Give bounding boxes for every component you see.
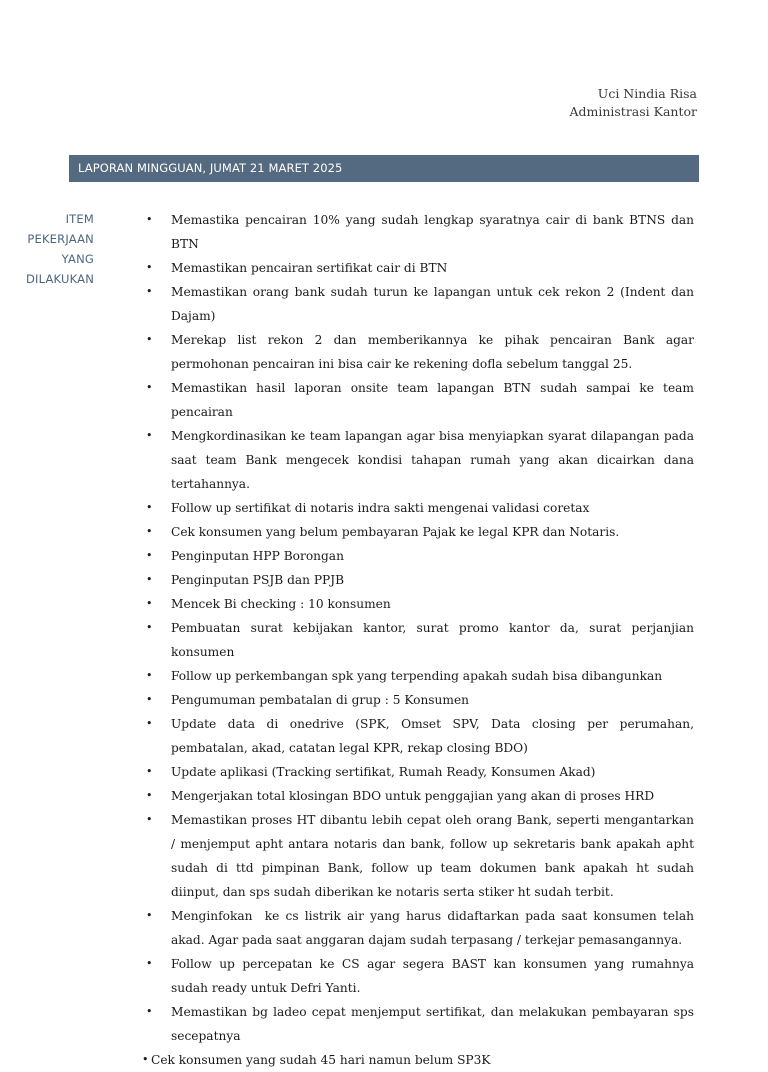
bullet-icon: • bbox=[146, 213, 153, 226]
bullet-icon: • bbox=[146, 573, 153, 586]
task-text: Cek konsumen yang belum pembayaran Pajak ke legal KPR dan Notaris. bbox=[171, 525, 620, 539]
bullet-icon: • bbox=[146, 693, 153, 706]
task-item bbox=[146, 376, 698, 424]
task-text: Pembuatan surat kebijakan kantor, surat promo kantor da, surat perjanjian konsumen bbox=[171, 621, 698, 659]
task-text: Mencek Bi checking : 10 konsumen bbox=[171, 597, 391, 611]
task-item bbox=[146, 808, 698, 904]
section-label-line: ITEM bbox=[65, 212, 94, 226]
task-item bbox=[146, 904, 698, 952]
bullet-icon: • bbox=[146, 669, 153, 682]
task-text: Memastikan bg ladeo cepat menjemput sertifikat, dan melakukan pembayaran sps secepatnya bbox=[171, 1005, 698, 1043]
task-text: Mengerjakan total klosingan BDO untuk penggajian yang akan di proses HRD bbox=[171, 789, 655, 803]
task-text: Memastikan pencairan sertifikat cair di BTN bbox=[171, 261, 448, 275]
task-item bbox=[146, 280, 698, 328]
task-text: Follow up perkembangan spk yang terpending apakah sudah bisa dibangunkan bbox=[171, 669, 663, 683]
bullet-icon: • bbox=[146, 717, 153, 730]
bullet-icon: • bbox=[146, 381, 153, 394]
task-text: Update data di onedrive (SPK, Omset SPV, Data closing per perumahan, pembatalan, akad, catatan legal KPR, rekap closing BDO) bbox=[171, 717, 698, 755]
bullet-icon: • bbox=[146, 261, 153, 274]
task-item bbox=[146, 568, 694, 592]
author-role: Administrasi Kantor bbox=[569, 104, 697, 119]
task-text: Update aplikasi (Tracking sertifikat, Rumah Ready, Konsumen Akad) bbox=[171, 765, 596, 779]
task-item bbox=[136, 1048, 694, 1072]
bullet-icon: • bbox=[146, 621, 153, 634]
bullet-icon: • bbox=[142, 1053, 149, 1066]
task-text: Memastikan proses HT dibantu lebih cepat oleh orang Bank, seperti mengantarkan / menjemput apht antara notaris dan bank, follow up sekretaris bank apakah apht sudah di ttd pimpinan Bank, follow up team dokumen bank apakah ht sudah diinput, dan sps sudah diberikan ke notaris serta stiker ht sudah terbit. bbox=[171, 813, 698, 899]
task-item bbox=[146, 664, 694, 688]
author-name: Uci Nindia Risa bbox=[597, 86, 697, 101]
task-item bbox=[146, 952, 698, 1000]
bullet-icon: • bbox=[146, 429, 153, 442]
task-text: Follow up sertifikat di notaris indra sakti mengenai validasi coretax bbox=[171, 501, 590, 515]
task-item bbox=[146, 208, 698, 256]
task-text: Memastikan orang bank sudah turun ke lapangan untuk cek rekon 2 (Indent dan Dajam) bbox=[171, 285, 698, 323]
task-item bbox=[146, 592, 694, 616]
task-item bbox=[146, 616, 698, 664]
task-item bbox=[146, 784, 694, 808]
report-title-bar bbox=[69, 155, 699, 182]
task-text: Follow up percepatan ke CS agar segera BAST kan konsumen yang rumahnya sudah ready untuk Defri Yanti. bbox=[171, 957, 698, 995]
task-item bbox=[146, 544, 694, 568]
task-item bbox=[146, 712, 698, 760]
bullet-icon: • bbox=[146, 333, 153, 346]
task-item bbox=[146, 688, 694, 712]
author-block bbox=[569, 85, 697, 121]
task-text: Memastika pencairan 10% yang sudah lengkap syaratnya cair di bank BTNS dan BTN bbox=[171, 213, 698, 251]
task-item bbox=[146, 760, 694, 784]
task-item bbox=[146, 328, 698, 376]
task-item bbox=[146, 424, 698, 496]
task-item bbox=[146, 256, 694, 280]
bullet-icon: • bbox=[146, 549, 153, 562]
bullet-icon: • bbox=[146, 789, 153, 802]
task-text: Mengkordinasikan ke team lapangan agar bisa menyiapkan syarat dilapangan pada saat team Bank mengecek kondisi tahapan rumah yang akan dicairkan dana tertahannya. bbox=[171, 429, 698, 491]
section-label-line: YANG bbox=[61, 252, 94, 266]
task-text: Cek konsumen yang sudah 45 hari namun belum SP3K bbox=[151, 1053, 491, 1067]
bullet-icon: • bbox=[146, 501, 153, 514]
task-text: Menginfokan ke cs listrik air yang harus didaftarkan pada saat konsumen telah akad. Agar pada saat anggaran dajam sudah terpasang / terkejar pemasangannya. bbox=[171, 909, 698, 947]
task-text: Penginputan HPP Borongan bbox=[171, 549, 344, 563]
bullet-icon: • bbox=[146, 525, 153, 538]
task-text: Merekap list rekon 2 dan memberikannya ke pihak pencairan Bank agar permohonan pencairan ini bisa cair ke rekening dofla sebelum tanggal 25. bbox=[171, 333, 698, 371]
task-text: Memastikan hasil laporan onsite team lapangan BTN sudah sampai ke team pencairan bbox=[171, 381, 698, 419]
section-label bbox=[14, 209, 94, 289]
bullet-icon: • bbox=[146, 813, 153, 826]
bullet-icon: • bbox=[146, 909, 153, 922]
task-item bbox=[146, 1000, 698, 1048]
section-label-line: PEKERJAAN bbox=[27, 232, 94, 246]
bullet-icon: • bbox=[146, 765, 153, 778]
bullet-icon: • bbox=[146, 285, 153, 298]
task-item bbox=[146, 520, 694, 544]
task-text: Penginputan PSJB dan PPJB bbox=[171, 573, 345, 587]
task-text: Pengumuman pembatalan di grup : 5 Konsumen bbox=[171, 693, 470, 707]
task-list bbox=[142, 208, 698, 1072]
bullet-icon: • bbox=[146, 597, 153, 610]
bullet-icon: • bbox=[146, 957, 153, 970]
task-item bbox=[146, 496, 694, 520]
section-label-line: DILAKUKAN bbox=[25, 272, 94, 286]
report-title: LAPORAN MINGGUAN, JUMAT 21 MARET 2025 bbox=[78, 161, 343, 175]
bullet-icon: • bbox=[146, 1005, 153, 1018]
